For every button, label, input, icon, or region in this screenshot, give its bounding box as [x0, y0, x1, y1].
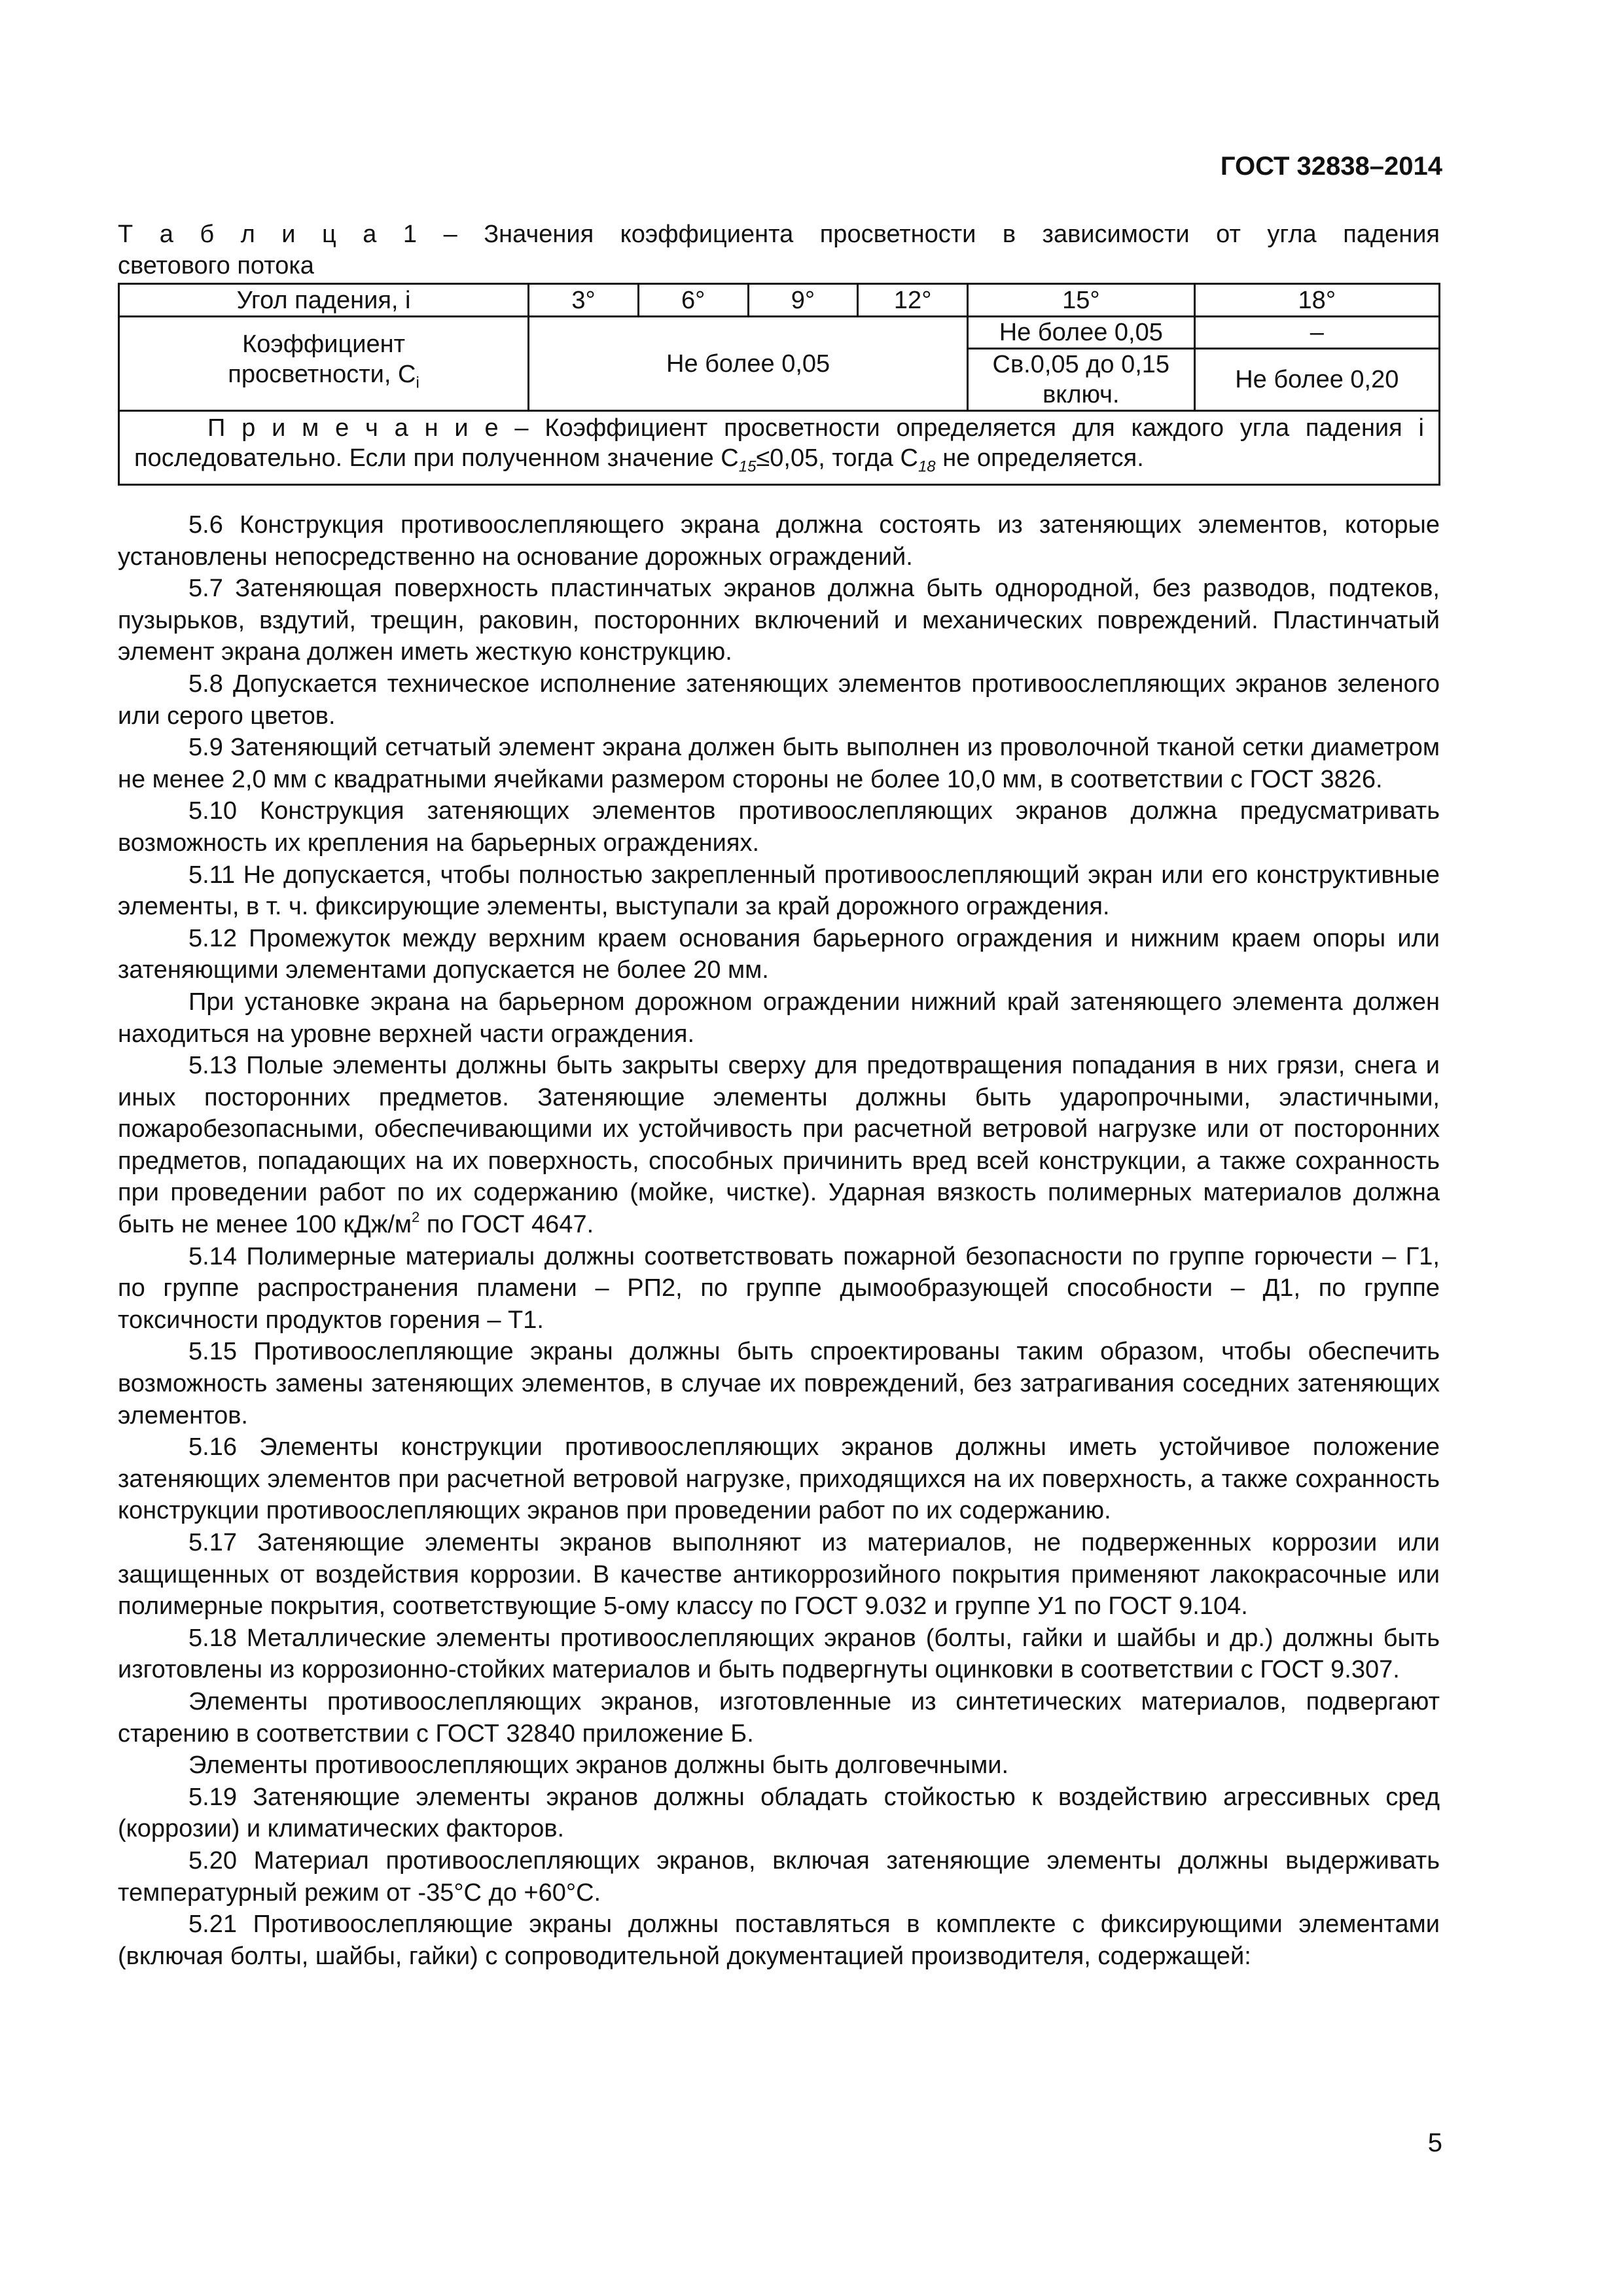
note-text-b: ≤0,05, тогда C	[756, 444, 918, 472]
paragraph-5-11: 5.11 Не допускается, чтобы полностью закрепленный противоослепляющий экран или его конструктивные элементы, в т. ч. фиксирующие элементы, выступали за край дорожного ограждения.	[118, 861, 1440, 921]
paragraph-5-13-tail: по ГОСТ 4647.	[419, 1211, 594, 1239]
paragraph-5-15: 5.15 Противоослепляющие экраны должны быть спроектированы таким образом, чтобы обеспечить возможность замены затеняющих элементов, в случае их повреждений, без затрагивания соседних затеняющих элементов.	[118, 1338, 1440, 1429]
paragraph-5-18: 5.18 Металлические элементы противоослепляющих экранов (болты, гайки и шайбы и др.) должны быть изготовлены из коррозионно-стойких материалов и быть подвергнуты оцинковки в соответствии с ГОСТ 9.307.	[118, 1624, 1440, 1684]
paragraph-5-13-text: 5.13 Полые элементы должны быть закрыты сверху для предотвращения попадания в них грязи, снега и иных посторонних предметов. Затеняющие элементы должны быть ударопрочными, эластичными, пожаробезопасными, обеспечивающими их устойчивость при расчетной ветровой нагрузке или от посторонних предметов, попадающих на их поверхность, способных причинить вред всей конструкции, а также сохранность при проведении работ по их содержанию (мойке, чистке). Ударная вязкость полимерных материалов должна быть не менее 100 кДж/м	[118, 1052, 1440, 1239]
value-15-a-cell: Не более 0,05	[968, 317, 1195, 349]
coefficient-label-text: просветности, C	[228, 360, 416, 388]
paragraph-5-9: 5.9 Затеняющий сетчатый элемент экрана должен быть выполнен из проволочной тканой сетки диаметром не менее 2,0 мм с квадратными ячейками размером стороны не более 10,0 мм, в соответствии с ГОСТ 3826.	[118, 734, 1440, 793]
angle-cell: 15°	[968, 284, 1195, 317]
coefficient-subscript: i	[416, 374, 419, 392]
note-subscript-1: 15	[738, 457, 757, 476]
value-3-12-cell: Не более 0,05	[529, 317, 968, 411]
page-number: 5	[1427, 2128, 1442, 2157]
table-caption	[118, 219, 1440, 281]
paragraph-5-17: 5.17 Затеняющие элементы экранов выполняют из материалов, не подверженных коррозии или защищенных от воздействия коррозии. В качестве антикоррозийного покрытия применяют лакокрасочные или полимерные покрытия, соответствующие 5-ому классу по ГОСТ 9.032 и группе У1 по ГОСТ 9.104.	[118, 1529, 1440, 1621]
paragraph-5-6: 5.6 Конструкция противоослепляющего экрана должна состоять из затеняющих элементов, которые установлены непосредственно на основание дорожных ограждений.	[118, 511, 1440, 571]
paragraph-5-19: 5.19 Затеняющие элементы экранов должны обладать стойкостью к воздействию агрессивных сред (коррозии) и климатических факторов.	[118, 1783, 1440, 1843]
paragraph-5-21: 5.21 Противоослепляющие экраны должны поставляться в комплекте с фиксирующими элементами (включая болты, шайбы, гайки) с сопроводительной документацией производителя, содержащей:	[118, 1910, 1440, 1970]
coefficient-label-line-2	[125, 359, 522, 399]
table-note-line-1: П р и м е ч а н и е – Коэффициент просветности определяется для каждого угла падения i	[207, 414, 1424, 442]
paragraph-5-10: 5.10 Конструкция затеняющих элементов противоослепляющих экранов должна предусматривать возможность их крепления на барьерных ограждениях.	[118, 797, 1440, 857]
angle-cell: 6°	[638, 284, 748, 317]
table-row-coefficient	[119, 317, 1440, 349]
paragraph-5-14: 5.14 Полимерные материалы должны соответствовать пожарной безопасности по группе горючести – Г1, по группе распространения пламени – РП2, по группе дымообразующей способности – Д1, по группе токсичности продуктов горения – Т1.	[118, 1242, 1440, 1334]
coefficient-label-cell	[119, 317, 529, 411]
table-caption-line-2: светового потока	[118, 252, 314, 279]
body-text	[118, 509, 1440, 1972]
value-18-a-cell: –	[1194, 317, 1439, 349]
angle-header-label: Угол падения, i	[236, 286, 411, 314]
angle-cell: 3°	[529, 284, 639, 317]
note-text-c: не определяется.	[935, 444, 1144, 472]
table-row-note	[119, 411, 1440, 485]
paragraph-5-16: 5.16 Элементы конструкции противоослепляющих экранов должны иметь устойчивое положение затеняющих элементов при расчетной ветровой нагрузке, приходящихся на их поверхность, а также сохранность конструкции противоослепляющих экранов при проведении работ по их содержанию.	[118, 1433, 1440, 1525]
angle-header-cell	[119, 284, 529, 317]
angle-cell: 18°	[1194, 284, 1439, 317]
angle-cell: 9°	[748, 284, 858, 317]
paragraph-5-12: 5.12 Промежуток между верхним краем основания барьерного ограждения и нижним краем опоры или затеняющими элементами допускается не более 20 мм.	[118, 924, 1440, 984]
coefficient-table	[118, 283, 1440, 486]
document-code: ГОСТ 32838–2014	[1220, 152, 1442, 181]
paragraph-5-8: 5.8 Допускается техническое исполнение затеняющих элементов противоослепляющих экранов зеленого или серого цветов.	[118, 670, 1440, 730]
paragraph-5-7: 5.7 Затеняющая поверхность пластинчатых экранов должна быть однородной, без разводов, подтеков, пузырьков, вздутий, трещин, раковин, посторонних включений и механических повреждений. Пластинчатый элемент экрана должен иметь жесткую конструкцию.	[118, 575, 1440, 666]
table-note-cell	[119, 411, 1440, 485]
superscript: 2	[412, 1209, 420, 1226]
table-note-line-2	[134, 444, 1144, 476]
paragraph-5-18-cont-1: Элементы противоослепляющих экранов, изготовленные из синтетических материалов, подвергают старению в соответствии с ГОСТ 32840 приложение Б.	[118, 1687, 1440, 1748]
table-row-angles	[119, 284, 1440, 317]
note-text-a: последовательно. Если при полученном значение C	[134, 444, 739, 472]
paragraph-5-18-cont-2: Элементы противоослепляющих экранов должны быть долговечными.	[188, 1751, 1009, 1780]
paragraph-5-20: 5.20 Материал противоослепляющих экранов, включая затеняющие элементы должны выдерживать температурный режим от -35°С до +60°С.	[118, 1846, 1440, 1907]
table-caption-line-1: Т а б л и ц а 1 – Значения коэффициента просветности в зависимости от угла падения	[118, 221, 1440, 248]
angle-cell: 12°	[858, 284, 968, 317]
value-15-b-cell: Св.0,05 до 0,15 включ.	[968, 349, 1195, 411]
value-18-b-cell: Не более 0,20	[1194, 349, 1439, 411]
paragraph-5-13	[118, 1050, 1440, 1241]
note-subscript-2: 18	[918, 457, 936, 476]
paragraph-5-12-cont: При установке экрана на барьерном дорожном ограждении нижний край затеняющего элемента должен находиться на уровне верхней части ограждения.	[118, 988, 1440, 1048]
coefficient-label-line-1: Коэффициент	[242, 330, 406, 358]
